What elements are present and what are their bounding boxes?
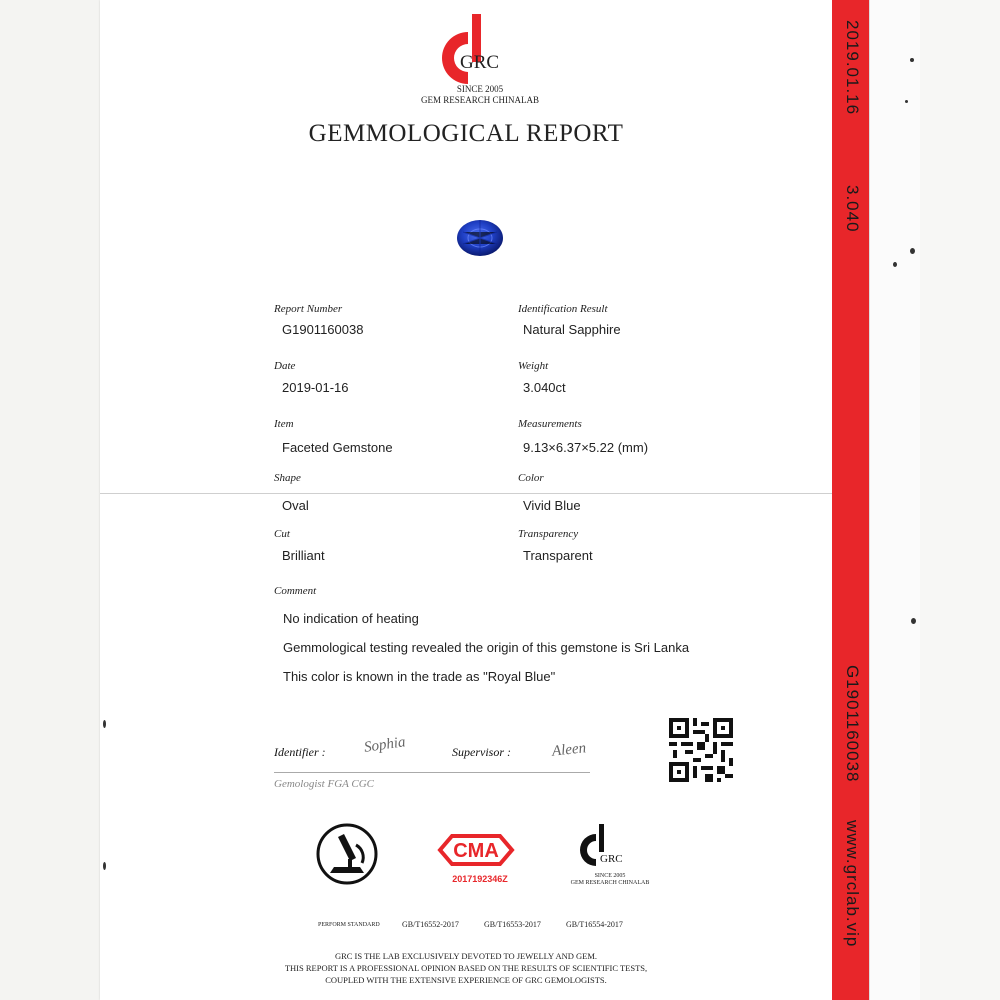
grc-logo-text: GRC: [460, 52, 500, 73]
grc-logo: [420, 14, 540, 94]
value-item: Faceted Gemstone: [282, 440, 393, 455]
since-text: SINCE 2005: [456, 84, 504, 94]
paper-speck: [910, 248, 915, 254]
comment-line: No indication of heating: [283, 611, 419, 626]
standard-item: GB/T16554-2017: [566, 920, 623, 929]
signature-line: [274, 772, 590, 773]
supervisor-signature: Aleen: [551, 740, 587, 760]
label-comment: Comment: [274, 585, 317, 597]
gemologist-credentials: Gemologist FGA CGC: [274, 778, 375, 790]
value-report-number: G1901160038: [282, 322, 364, 337]
value-color: Vivid Blue: [523, 498, 581, 513]
value-measurements: 9.13×6.37×5.22 (mm): [523, 440, 649, 455]
qr-code[interactable]: [669, 718, 733, 782]
background-sheet-edge: [869, 0, 920, 1000]
value-identification-result: Natural Sapphire: [523, 322, 621, 337]
grc-seal-icon: [574, 822, 644, 872]
label-report-number: Report Number: [274, 303, 343, 315]
cma-number: 2017192346Z: [452, 874, 508, 884]
paper-speck: [910, 58, 914, 62]
microscope-seal-icon: [316, 823, 378, 885]
value-shape: Oval: [282, 498, 309, 513]
grc-seal-since: SINCE 2005: [594, 873, 626, 879]
footer-line: COUPLED WITH THE EXTENSIVE EXPERIENCE OF GRC GEMOLOGISTS.: [325, 975, 607, 985]
background-sheet: [919, 0, 1000, 1000]
paper-speck: [905, 100, 908, 103]
label-measurements: Measurements: [518, 418, 582, 430]
value-transparency: Transparent: [523, 548, 593, 563]
footer-line: THIS REPORT IS A PROFESSIONAL OPINION BASED ON THE RESULTS OF SCIENTIFIC TESTS,: [284, 963, 648, 973]
cma-mark-icon: [436, 830, 516, 870]
side-strip-website: www.grclab.vip: [843, 820, 862, 948]
label-weight: Weight: [518, 360, 549, 372]
footer-disclaimer: [100, 950, 832, 986]
label-shape: Shape: [274, 472, 301, 484]
perform-standard-label: PERFORM STANDARD: [318, 922, 380, 928]
grc-seal-caption: [570, 873, 650, 887]
sapphire-gem-image: [455, 218, 505, 258]
lab-info: [380, 84, 580, 106]
cma-text: CMA: [453, 840, 499, 862]
side-strip-report-number: G1901160038: [843, 665, 862, 783]
label-transparency: Transparency: [518, 528, 579, 540]
label-cut: Cut: [274, 528, 290, 540]
label-date: Date: [274, 360, 296, 372]
value-date: 2019-01-16: [282, 380, 349, 395]
comment-line: This color is known in the trade as "Royal Blue": [283, 669, 556, 684]
supervisor-label: Supervisor :: [452, 745, 511, 759]
label-color: Color: [518, 472, 544, 484]
standard-item: GB/T16553-2017: [484, 920, 541, 929]
footer-line: GRC IS THE LAB EXCLUSIVELY DEVOTED TO JEWELLY AND GEM.: [334, 951, 598, 961]
value-cut: Brilliant: [282, 548, 325, 563]
paper-speck: [911, 618, 916, 624]
comment-line: Gemmological testing revealed the origin of this gemstone is Sri Lanka: [283, 640, 690, 655]
identifier-label: Identifier :: [274, 745, 326, 759]
paper-speck: [103, 720, 106, 728]
side-strip-date: 2019.01.16: [843, 20, 862, 116]
label-item: Item: [274, 418, 294, 430]
grc-seal-text: GRC: [600, 853, 623, 865]
report-title: GEMMOLOGICAL REPORT: [308, 120, 624, 147]
paper-speck: [893, 262, 897, 267]
side-strip-weight: 3.040: [843, 185, 862, 233]
label-identification-result: Identification Result: [518, 303, 608, 315]
value-weight: 3.040ct: [523, 380, 566, 395]
standard-item: GB/T16552-2017: [402, 920, 459, 929]
grc-seal-lab: GEM RESEARCH CHINALAB: [570, 880, 650, 886]
lab-name: GEM RESEARCH CHINALAB: [420, 95, 539, 105]
paper-fold-line: [100, 493, 832, 494]
identifier-signature: Sophia: [363, 734, 407, 756]
paper-speck: [103, 862, 106, 870]
